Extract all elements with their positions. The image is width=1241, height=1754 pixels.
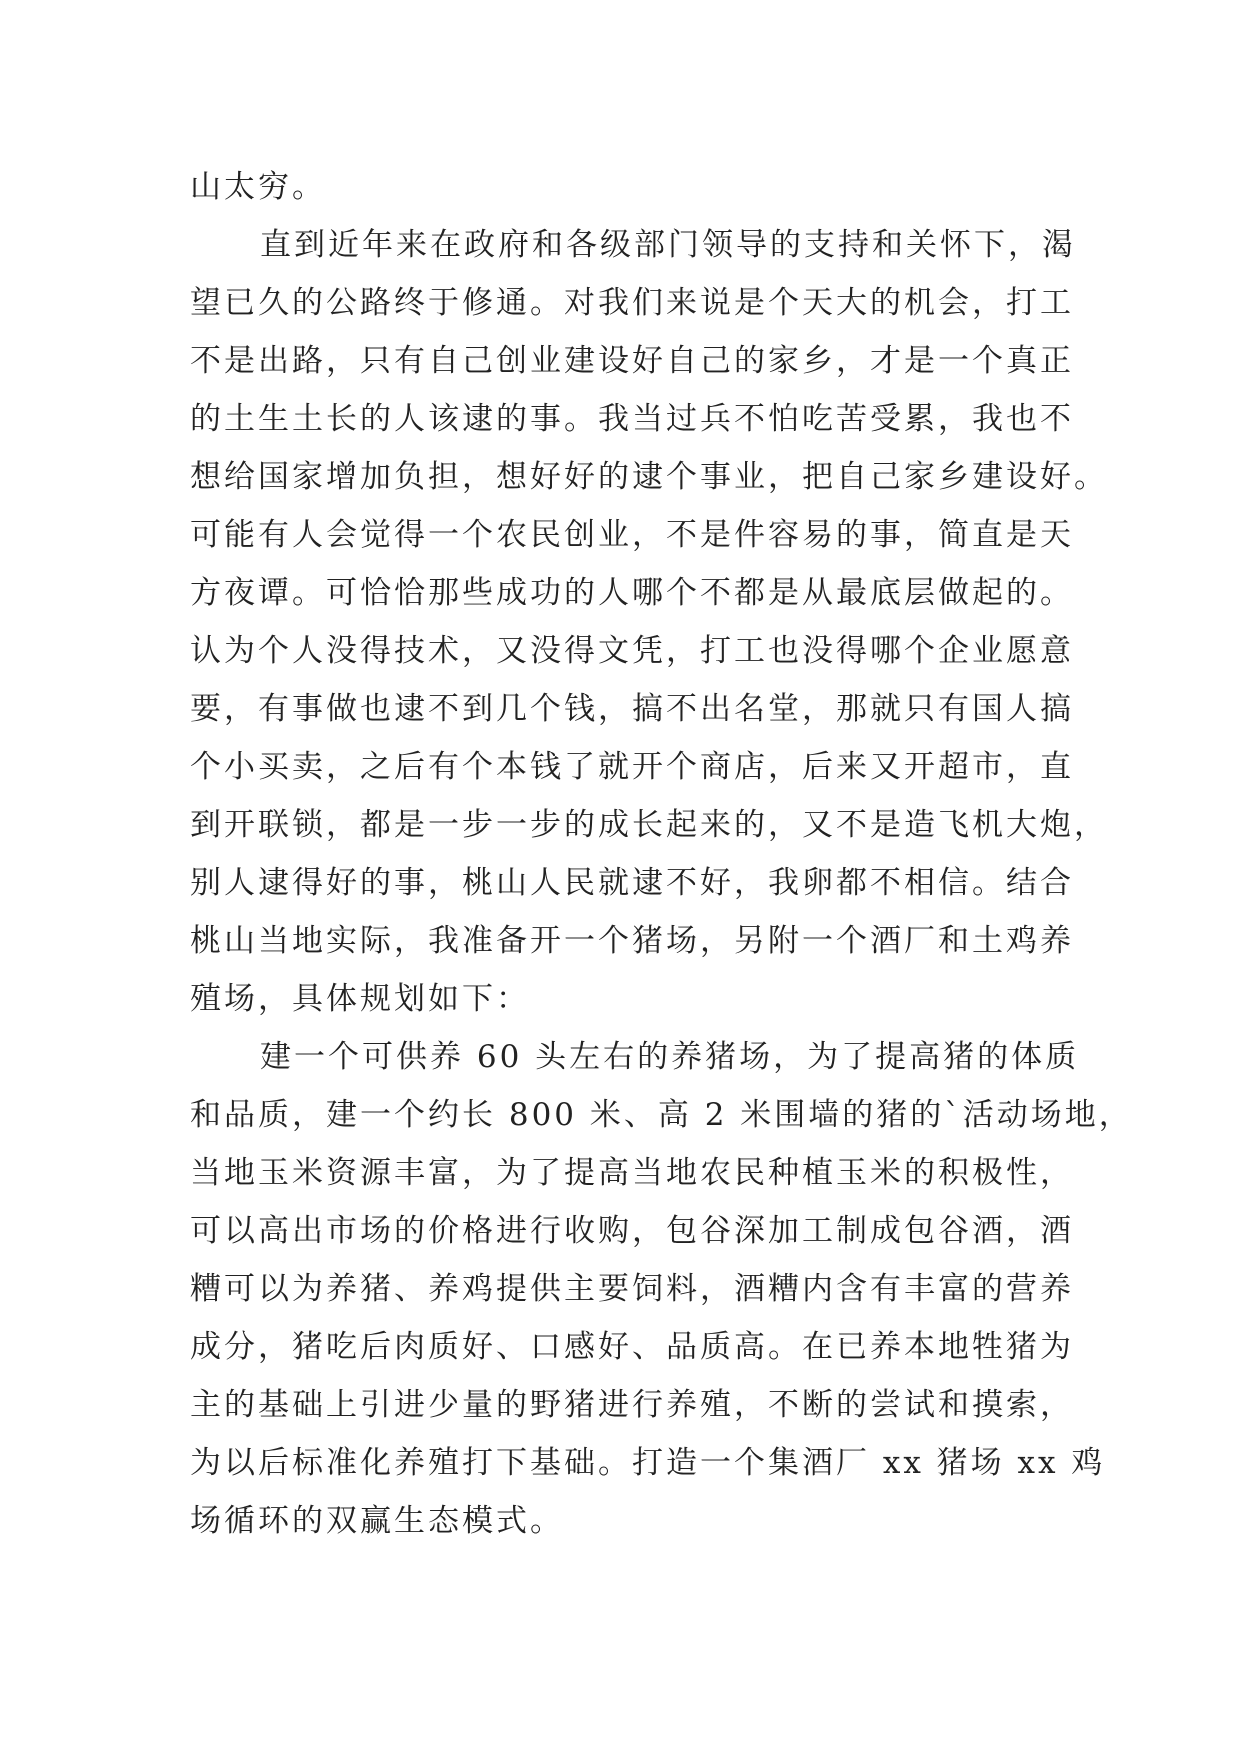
text-line: 个小买卖，之后有个本钱了就开个商店，后来又开超市，直 (190, 749, 1074, 785)
text-line: 桃山当地实际，我准备开一个猪场，另附一个酒厂和土鸡养 (190, 923, 1074, 959)
text-line: 认为个人没得技术，又没得文凭，打工也没得哪个企业愿意 (190, 633, 1074, 669)
text-line: 望已久的公路终于修通。对我们来说是个天大的机会，打工 (190, 285, 1074, 321)
text-line: 不是出路，只有自己创业建设好自己的家乡，才是一个真正 (190, 343, 1074, 379)
text-line: 想给国家增加负担，想好好的逮个事业，把自己家乡建设好。 (190, 459, 1108, 495)
document-body (190, 158, 1133, 1550)
text-line: 主的基础上引进少量的野猪进行养殖，不断的尝试和摸索， (190, 1387, 1074, 1423)
text-line: 可以高出市场的价格进行收购，包谷深加工制成包谷酒，酒 (190, 1213, 1074, 1249)
text-line: 要，有事做也逮不到几个钱，搞不出名堂，那就只有国人搞 (190, 691, 1074, 727)
paragraph-first-line: 直到近年来在政府和各级部门领导的支持和关怀下，渴 (260, 227, 1076, 263)
text-line: 当地玉米资源丰富，为了提高当地农民种植玉米的积极性， (190, 1155, 1074, 1191)
text-line: 成分，猪吃后肉质好、口感好、品质高。在已养本地牲猪为 (190, 1329, 1074, 1365)
text-line: 和品质，建一个约长 800 米、高 2 米围墙的猪的`活动场地， (190, 1097, 1133, 1133)
text-line: 糟可以为养猪、养鸡提供主要饲料，酒糟内含有丰富的营养 (190, 1271, 1074, 1307)
text-line: 可能有人会觉得一个农民创业，不是件容易的事，简直是天 (190, 517, 1074, 553)
text-line: 为以后标准化养殖打下基础。打造一个集酒厂 xx 猪场 xx 鸡 (190, 1445, 1106, 1481)
text-line: 的土生土长的人该逮的事。我当过兵不怕吃苦受累，我也不 (190, 401, 1074, 437)
text-line: 别人逮得好的事，桃山人民就逮不好，我卵都不相信。结合 (190, 865, 1074, 901)
text-line: 殖场，具体规划如下： (190, 981, 530, 1017)
text-line: 场循环的双赢生态模式。 (190, 1503, 564, 1539)
paragraph-first-line: 建一个可供养 60 头左右的养猪场，为了提高猪的体质 (260, 1039, 1080, 1075)
text-line: 山太穷。 (190, 169, 326, 205)
text-line: 方夜谭。可恰恰那些成功的人哪个不都是从最底层做起的。 (190, 575, 1074, 611)
text-line: 到开联锁，都是一步一步的成长起来的，又不是造飞机大炮， (190, 807, 1108, 843)
